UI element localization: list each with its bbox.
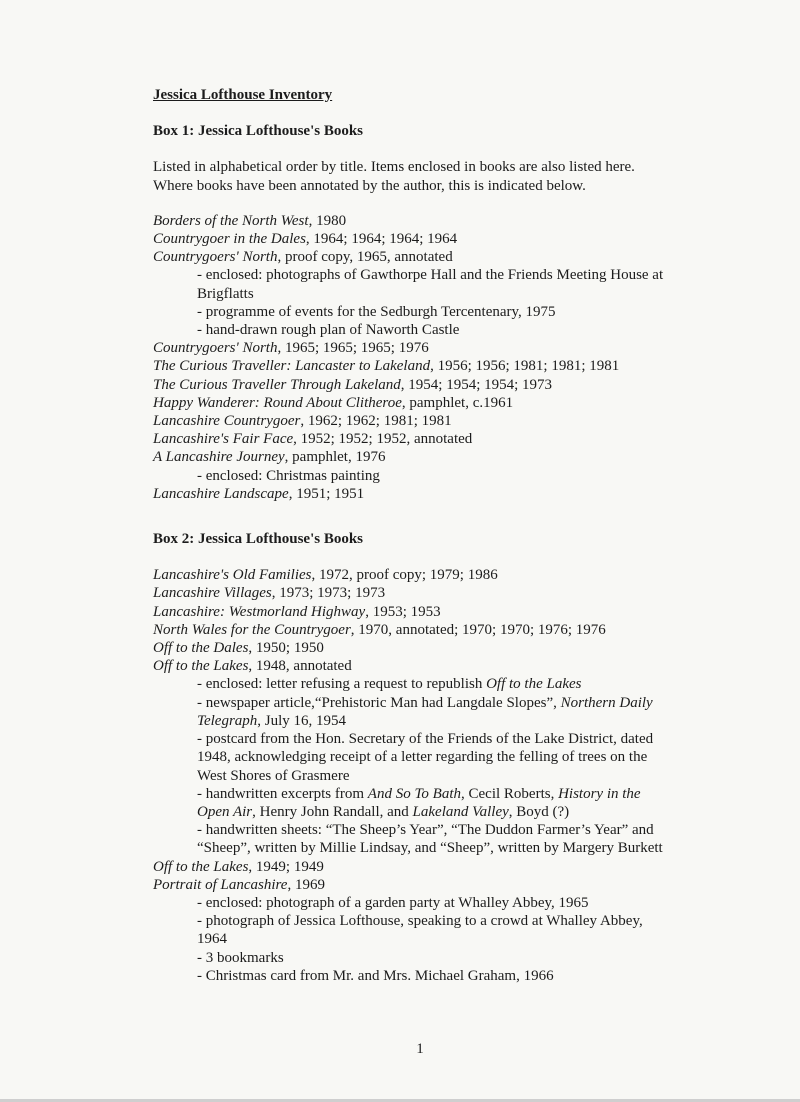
enclosure-title: Lakeland Valley [412, 803, 509, 820]
enclosure-line [197, 803, 733, 821]
book-title: Borders of the North West [153, 212, 309, 229]
book-details: , 1951; 1951 [288, 485, 365, 502]
book-details: , 1972, proof copy; 1979; 1986 [311, 567, 498, 584]
enclosure-line: - handwritten sheets: “The Sheep’s Year”, “The Duddon Farmer’s Year” and [197, 822, 654, 839]
book-title: The Curious Traveller Through Lakeland [153, 376, 401, 393]
enclosure-line: 1964 [197, 931, 227, 948]
book-details: , 1980 [308, 212, 347, 229]
enclosure-line [197, 712, 733, 730]
book-entry [153, 448, 733, 466]
document-body [153, 86, 733, 985]
book-entry [153, 584, 733, 602]
box2-heading: Box 2: Jessica Lofthouse's Books [153, 531, 364, 548]
book-details: , 1970, annotated; 1970; 1970; 1976; 1976 [350, 621, 606, 638]
enclosure-text: - handwritten excerpts from [197, 785, 368, 802]
enclosure-line: - hand-drawn rough plan of Naworth Castle [197, 322, 460, 339]
enclosure-line: West Shores of Grasmere [197, 767, 350, 784]
book-details: , 1948, annotated [248, 658, 352, 675]
book-entry [153, 858, 733, 876]
enclosure-title: Northern Daily [560, 694, 653, 711]
book-entry [153, 212, 733, 230]
enclosure-line: Brigflatts [197, 285, 254, 302]
enclosure-line: - postcard from the Hon. Secretary of the Friends of the Lake District, dated [197, 731, 654, 748]
book-details: , 1956; 1956; 1981; 1981; 1981 [430, 358, 620, 375]
enclosure-line: - enclosed: Christmas painting [197, 467, 380, 484]
enclosure-title: History in the [558, 785, 641, 802]
enclosure-line: - enclosed: photograph of a garden party at Whalley Abbey, 1965 [197, 894, 589, 911]
enclosure-title: Open Air [197, 803, 253, 820]
enclosure-line: - Christmas card from Mr. and Mrs. Michael Graham, 1966 [197, 967, 554, 984]
box2-list [153, 566, 733, 985]
book-details: , 1950; 1950 [248, 640, 324, 657]
enclosure-text: - newspaper article,“Prehistoric Man had Langdale Slopes”, [197, 694, 561, 711]
book-title: Lancashire's Old Families [153, 567, 312, 584]
book-entry [153, 394, 733, 412]
enclosure-text: , July 16, 1954 [257, 712, 347, 729]
book-entry [153, 621, 733, 639]
book-entry [153, 357, 733, 375]
book-title: A Lancashire Journey [153, 449, 285, 466]
book-title: Off to the Lakes [153, 658, 249, 675]
book-entry [153, 248, 733, 266]
book-entry [153, 485, 733, 503]
book-details: , 1964; 1964; 1964; 1964 [305, 231, 458, 248]
book-title: Off to the Lakes [153, 858, 249, 875]
book-title: Happy Wanderer: Round About Clitheroe [153, 394, 402, 411]
book-title: Off to the Dales [153, 640, 249, 657]
box1-heading: Box 1: Jessica Lofthouse's Books [153, 123, 364, 140]
enclosure-text: , Henry John Randall, and [252, 803, 413, 820]
enclosure-line [197, 675, 733, 693]
book-details: , 1954; 1954; 1954; 1973 [400, 376, 553, 393]
enclosure-text: , Boyd (?) [508, 803, 570, 820]
enclosure-line: - enclosed: photographs of Gawthorpe Hall and the Friends Meeting House at [197, 267, 664, 284]
book-entry [153, 430, 733, 448]
book-entry [153, 566, 733, 584]
book-details: , 1965; 1965; 1965; 1976 [277, 340, 429, 357]
enclosure-line [197, 694, 733, 712]
box1-list [153, 212, 733, 503]
book-details: , 1953; 1953 [365, 603, 441, 620]
book-details: , 1952; 1952; 1952, annotated [293, 431, 473, 448]
book-title: Portrait of Lancashire [153, 876, 288, 893]
enclosure-title: Off to the Lakes [486, 676, 582, 693]
book-entry [153, 230, 733, 248]
book-title: Lancashire Villages [153, 585, 272, 602]
enclosure-line: - photograph of Jessica Lofthouse, speaking to a crowd at Whalley Abbey, [197, 913, 643, 930]
book-details: , pamphlet, c.1961 [401, 394, 514, 411]
enclosure-line: - programme of events for the Sedburgh Tercentenary, 1975 [197, 303, 556, 320]
book-title: Lancashire's Fair Face [153, 431, 294, 448]
book-details: , 1969 [287, 876, 325, 893]
enclosure-line: “Sheep”, written by Millie Lindsay, and “Sheep”, written by Margery Burkett [197, 840, 663, 857]
enclosure-text: , Cecil Roberts, [461, 785, 559, 802]
book-title: Lancashire Landscape [153, 485, 289, 502]
book-details: , 1962; 1962; 1981; 1981 [300, 413, 452, 430]
book-entry [153, 603, 733, 621]
book-title: Lancashire: Westmorland Highway [153, 603, 366, 620]
book-title: North Wales for the Countrygoer [153, 621, 351, 638]
box1-intro [153, 158, 733, 194]
book-details: , pamphlet, 1976 [284, 449, 386, 466]
book-details: , 1973; 1973; 1973 [271, 585, 386, 602]
enclosure-line: 1948, acknowledging receipt of a letter regarding the felling of trees on the [197, 749, 648, 766]
intro-line: Where books have been annotated by the author, this is indicated below. [153, 177, 586, 194]
book-title: Lancashire Countrygoer [153, 413, 301, 430]
document-title: Jessica Lofthouse Inventory [153, 87, 333, 103]
book-entry [153, 876, 733, 894]
enclosure-title: Telegraph [197, 712, 258, 729]
book-entry [153, 639, 733, 657]
enclosure-line [197, 785, 733, 803]
enclosure-line: - 3 bookmarks [197, 949, 284, 966]
book-title: The Curious Traveller: Lancaster to Lakeland [153, 358, 431, 375]
book-title: Countrygoer in the Dales [153, 231, 306, 248]
book-details: , 1949; 1949 [248, 858, 324, 875]
book-entry [153, 412, 733, 430]
enclosure-text: - enclosed: letter refusing a request to republish [197, 676, 487, 693]
book-entry [153, 339, 733, 357]
page-number: 1 [416, 1041, 424, 1057]
book-details: , proof copy, 1965, annotated [277, 249, 453, 266]
intro-line: Listed in alphabetical order by title. Items enclosed in books are also listed here. [153, 159, 635, 176]
enclosure-title: And So To Bath [367, 785, 461, 802]
book-entry [153, 376, 733, 394]
book-entry [153, 657, 733, 675]
book-title: Countrygoers' North [153, 249, 278, 266]
book-title: Countrygoers' North [153, 340, 278, 357]
